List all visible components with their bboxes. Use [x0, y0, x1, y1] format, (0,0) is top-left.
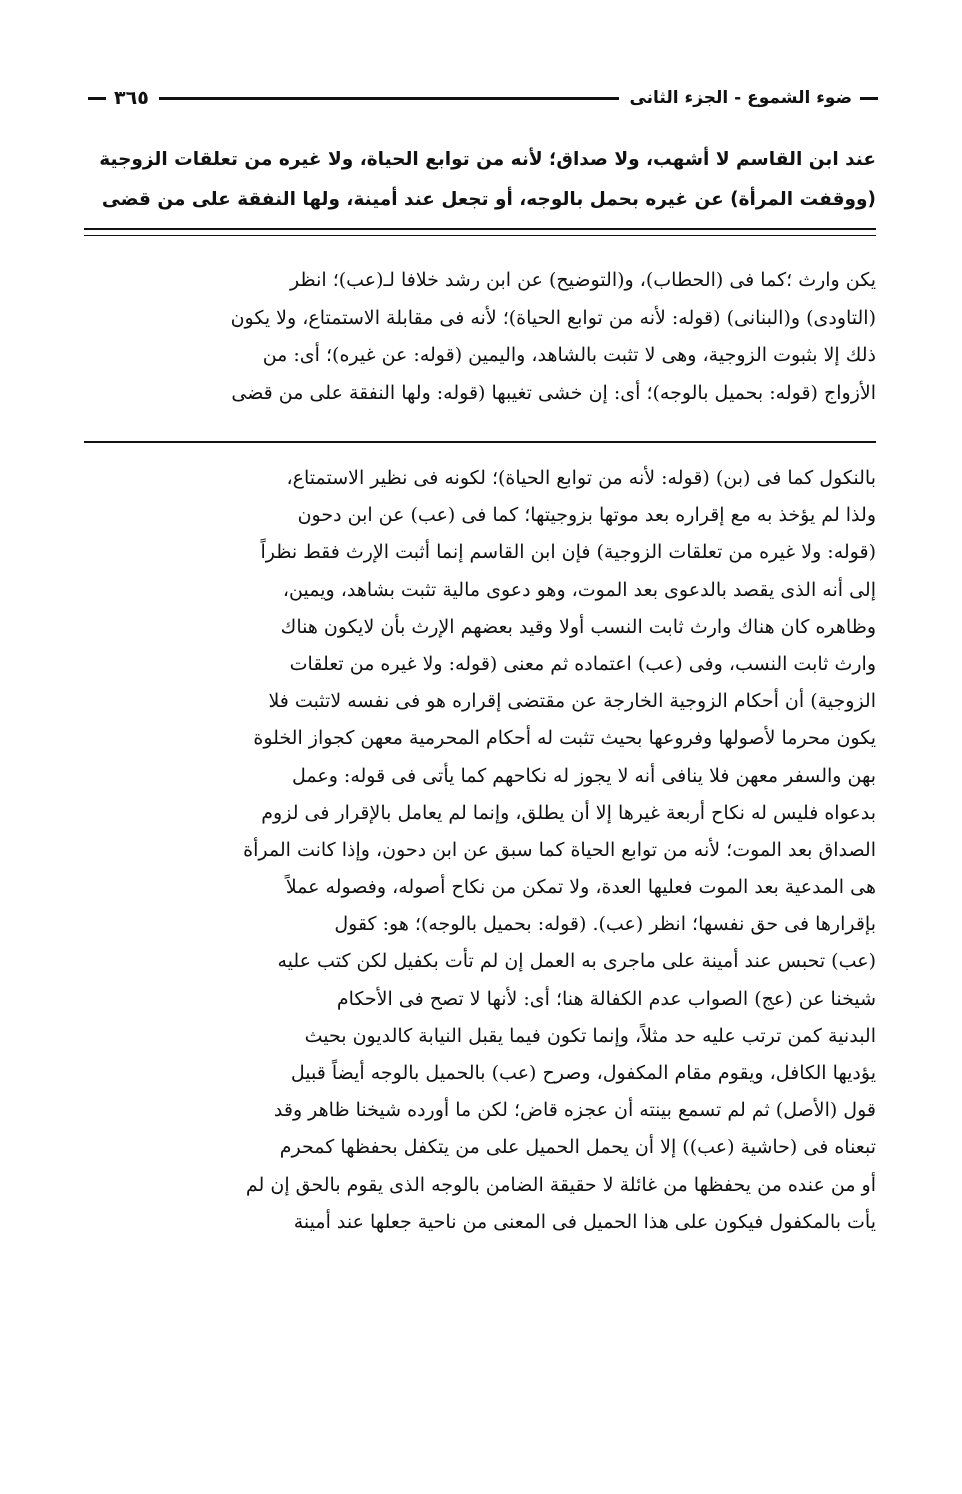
gloss-line: الزوجية) أن أحكام الزوجية الخارجة عن مقتضى إقراره هو فى نفسه لاتثبت فلا: [268, 690, 876, 713]
header-dash-right: [860, 97, 878, 100]
gloss-line: الصداق بعد الموت؛ لأنه من توابع الحياة كما سبق عن ابن دحون، وإذا كانت المرأة: [243, 838, 876, 861]
running-header: [88, 86, 878, 110]
commentary-lower: [84, 460, 876, 1241]
gloss-line: (قوله: ولا غيره من تعلقات الزوجية) فإن ابن القاسم إنما أثبت الإرث فقط نظراً: [260, 541, 876, 564]
gloss-line: إلى أنه الذى يقصد بالدعوى بعد الموت، وهو دعوى مالية تثبت بشاهد، ويمين،: [282, 578, 876, 601]
header-dash-left: [88, 97, 106, 100]
header-rule: [159, 97, 620, 100]
running-title: ضوء الشموع - الجزء الثانى: [629, 88, 852, 108]
gloss-line: ولذا لم يؤخذ به مع إقراره بعد موتها بزوجيتها؛ كما فى (عب) عن ابن دحون: [297, 504, 876, 527]
gloss-line: وظاهره كان هناك وارث ثابت النسب أولا وقيد بعضهم الإرث بأن لايكون هناك: [280, 615, 876, 638]
gloss-line: قول (الأصل) ثم لم تسمع بينته أن عجزه قاض؛ لكن ما أورده شيخنا ظاهر وقد: [273, 1099, 876, 1122]
commentary-upper: [84, 262, 876, 412]
gloss-line: وارث ثابت النسب، وفى (عب) اعتماده ثم معنى (قوله: ولا غيره من تعلقات: [289, 652, 876, 675]
gloss-line: بالنكول كما فى (بن) (قوله: لأنه من توابع الحياة)؛ لكونه فى نظير الاستمتاع،: [286, 467, 876, 489]
gloss-line: بهن والسفر معهن فلا ينافى أنه لا يجوز له نكاحهم كما يأتى فى قوله: وعمل: [292, 764, 876, 787]
gloss-line: البدنية كمن ترتب عليه حد مثلاً، وإنما تكون فيما يقبل النيابة كالديون بحيث: [304, 1024, 876, 1047]
commentary-line: يكن وارث ؛كما فى (الحطاب)، و(التوضيح) عن ابن رشد خلافا لـ(عب)؛ انظر: [290, 269, 876, 291]
gloss-line: (عب) تحبس عند أمينة على ماجرى به العمل إن لم تأت بكفيل لكن كتب عليه: [277, 950, 876, 973]
matn-separator-thin: [84, 235, 876, 236]
gloss-line: يكون محرما لأصولها وفروعها بحيث تثبت له أحكام المحرمية معهن كجواز الخلوة: [253, 727, 876, 750]
gloss-line: يأت بالمكفول فيكون على هذا الحميل فى المعنى من ناحية جعلها عند أمينة: [293, 1210, 876, 1233]
commentary-line: الأزواج (قوله: بحميل بالوجه)؛ أى: إن خشى تغيبها (قوله: ولها النفقة على من قضى: [231, 381, 876, 404]
commentary-line: ذلك إلا بثبوت الزوجية، وهى لا تثبت بالشاهد، واليمين (قوله: عن غيره)؛ أى: من: [262, 344, 876, 366]
matn-text: [84, 140, 876, 220]
gloss-line: شيخنا عن (عج) الصواب عدم الكفالة هنا؛ أى: لأنها لا تصح فى الأحكام: [336, 987, 876, 1010]
gloss-line: هى المدعية بعد الموت فعليها العدة، ولا تمكن من نكاح أصوله، وفصوله عملاً: [285, 876, 876, 899]
commentary-separator: [84, 441, 876, 443]
gloss-line: يؤديها الكافل، ويقوم مقام المكفول، وصرح (عب) بالحميل بالوجه أيضاً قبيل: [290, 1062, 876, 1084]
page-number: ٣٦٥: [114, 87, 149, 109]
matn-separator-thick: [84, 228, 876, 230]
matn-line: (ووقفت المرأة) عن غيره بحمل بالوجه، أو تجعل عند أمينة، ولها النفقة على من قضى: [101, 189, 876, 210]
commentary-line: (التاودى) و(البنانى) (قوله: لأنه من توابع الحياة)؛ لأنه فى مقابلة الاستمتاع، ولا يكون: [230, 306, 876, 329]
matn-line: عند ابن القاسم لا أشهب، ولا صداق؛ لأنه من توابع الحياة، ولا غيره من تعلقات الزوجية: [99, 149, 876, 170]
gloss-line: بإقرارها فى حق نفسها؛ انظر (عب). (قوله: بحميل بالوجه)؛ هو: كقول: [334, 913, 876, 936]
gloss-line: أو من عنده من يحفظها من غائلة لا حقيقة الضامن بالوجه الذى يقوم بالحق إن لم: [245, 1173, 876, 1196]
gloss-line: بدعواه فليس له نكاح أربعة غيرها إلا أن يطلق، وإنما لم يعامل بالإقرار فى لزوم: [261, 801, 876, 824]
gloss-line: تبعناه فى (حاشية (عب)) إلا أن يحمل الحميل على من يتكفل بحفظها كمحرم: [279, 1136, 876, 1159]
